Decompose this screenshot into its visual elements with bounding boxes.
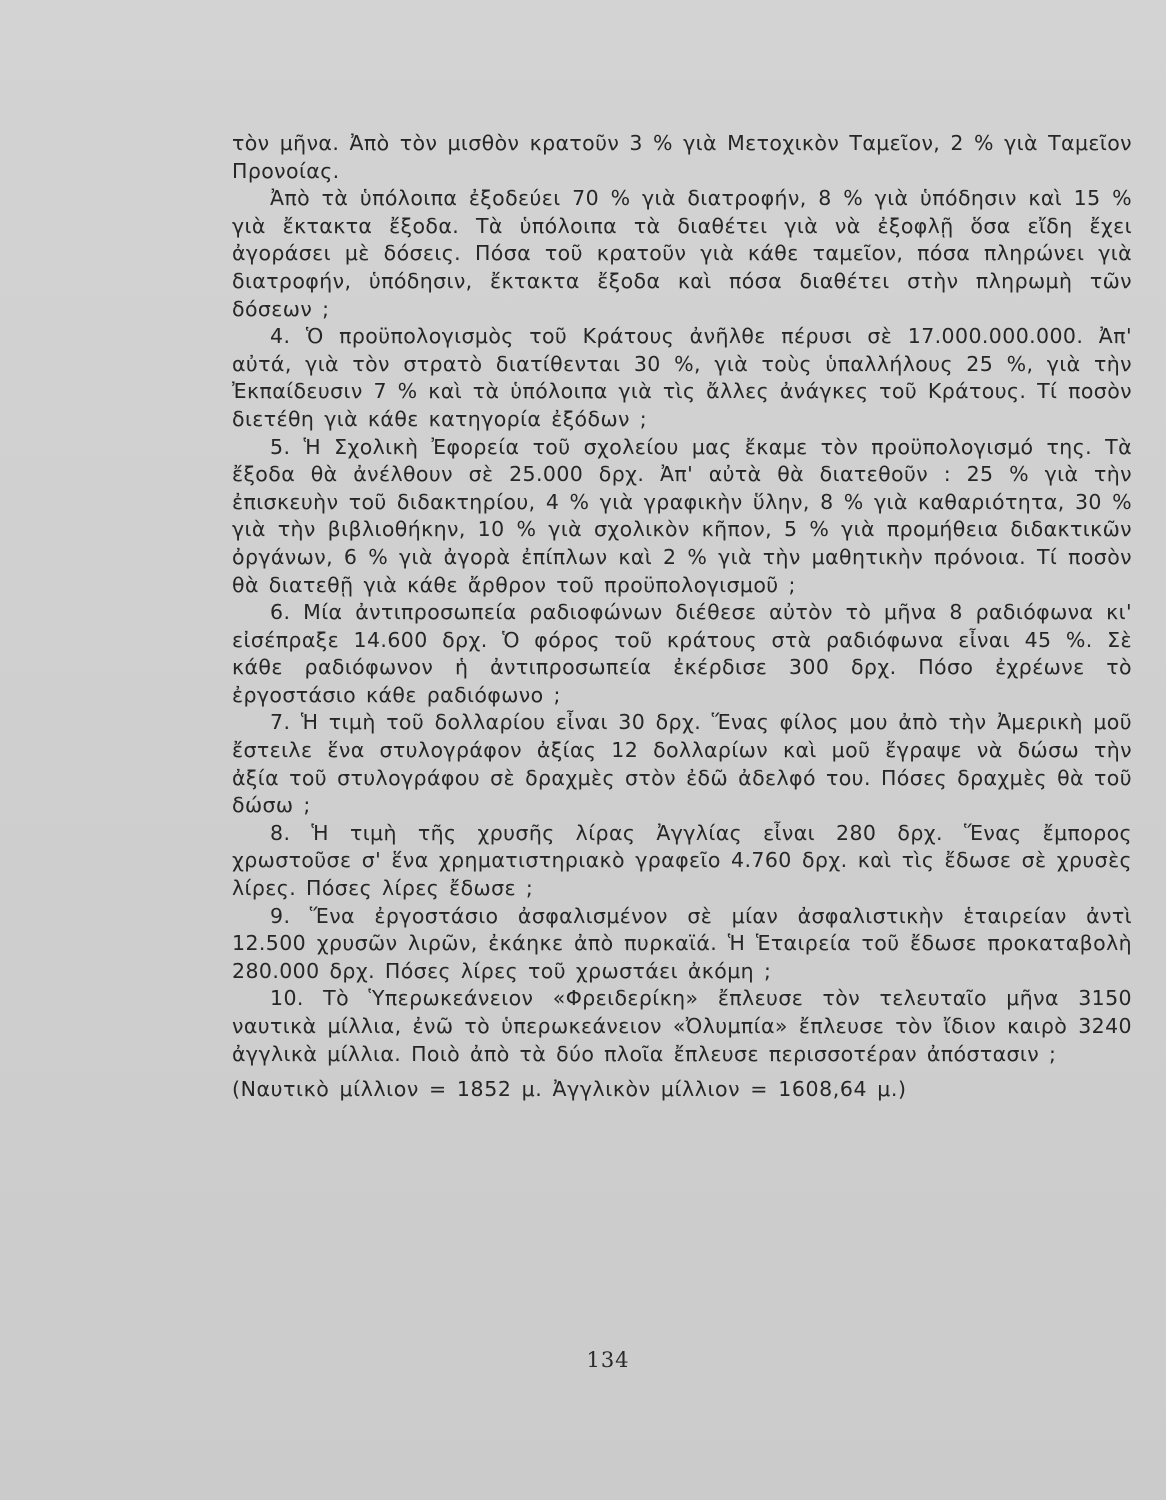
paragraph-expenses: Ἀπὸ τὰ ὑπόλοιπα ἐξοδεύει 70 % γιὰ διατροφήν, 8 % γιὰ ὑπόδησιν καὶ 15 % γιὰ ἔκτακτα ἔξοδα. Τὰ ὑπόλοιπα τὰ διαθέτει γιὰ νὰ ἐξοφλῇ ὅσα εἴδη ἔχει ἀγοράσει μὲ δόσεις. Πόσα τοῦ κρατοῦν γιὰ κάθε ταμεῖον, πόσα πληρώνει γιὰ διατροφήν, ὑπόδησιν, ἔκτακτα ἔξοδα καὶ πόσα διαθέτει στὴν πληρωμὴ τῶν δόσεων ; bbox=[232, 186, 1132, 321]
problem-10: 10. Τὸ Ὑπερωκεάνειον «Φρειδερίκη» ἔπλευσε τὸν τελευταῖο μῆνα 3150 ναυτικὰ μίλλια, ἐνῶ τὸ ὑπερωκεάνειον «Ὀλυμπία» ἔπλευσε τὸν ἴδιον καιρὸ 3240 ἀγγλικὰ μίλλια. Ποιὸ ἀπὸ τὰ δύο πλοῖα ἔπλευσε περισσοτέραν ἀπόστασιν ; bbox=[232, 986, 1132, 1066]
problem-4: 4. Ὁ προϋπολογισμὸς τοῦ Κράτους ἀνῆλθε πέρυσι σὲ 17.000.000.000. Ἀπ' αὐτά, γιὰ τὸν στρατὸ διατίθενται 30 %, γιὰ τοὺς ὑπαλλήλους 25 %, γιὰ τὴν Ἐκπαίδευσιν 7 % καὶ τὰ ὑπόλοιπα γιὰ τὶς ἄλλες ἀνάγκες τοῦ Κράτους. Τί ποσὸν διετέθη γιὰ κάθε κατηγορία ἐξόδων ; bbox=[232, 324, 1132, 431]
paragraph-continuation: τὸν μῆνα. Ἀπὸ τὸν μισθὸν κρατοῦν 3 % γιὰ Μετοχικὸν Ταμεῖον, 2 % γιὰ Ταμεῖον Προνοίας. bbox=[232, 131, 1132, 183]
problem-8: 8. Ἡ τιμὴ τῆς χρυσῆς λίρας Ἀγγλίας εἶναι 280 δρχ. Ἕνας ἔμπορος χρωστοῦσε σ' ἕνα χρηματιστηριακὸ γραφεῖο 4.760 δρχ. καὶ τὶς ἔδωσε σὲ χρυσὲς λίρες. Πόσες λίρες ἔδωσε ; bbox=[232, 820, 1132, 901]
problem-6: 6. Μία ἀντιπροσωπεία ραδιοφώνων διέθεσε αὐτὸν τὸ μῆνα 8 ραδιόφωνα κι' εἰσέπραξε 14.600 δρχ. Ὁ φόρος τοῦ κράτους στὰ ραδιόφωνα εἶναι 45 %. Σὲ κάθε ραδιόφωνον ἡ ἀντιπροσωπεία ἐκέρδισε 300 δρχ. Πόσο ἐχρέωνε τὸ ἐργοστάσιο κάθε ραδιόφωνο ; bbox=[232, 600, 1132, 707]
problem-7: 7. Ἡ τιμὴ τοῦ δολλαρίου εἶναι 30 δρχ. Ἕνας φίλος μου ἀπὸ τὴν Ἀμερικὴ μοῦ ἔστειλε ἕνα στυλογράφον ἀξίας 12 δολλαρίων καὶ μοῦ ἔγραψε νὰ δώσω τὴν ἀξία τοῦ στυλογράφου σὲ δραχμὲς στὸν ἐδῶ ἀδελφό του. Πόσες δραχμὲς θὰ τοῦ δώσω ; bbox=[232, 710, 1132, 818]
problem-9: 9. Ἕνα ἐργοστάσιο ἀσφαλισμένον σὲ μίαν ἀσφαλιστικὴν ἑταιρείαν ἀντὶ 12.500 χρυσῶν λιρῶν, ἐκάηκε ἀπὸ πυρκαϊά. Ἡ Ἑταιρεία τοῦ ἔδωσε προκαταβολὴ 280.000 δρχ. Πόσες λίρες τοῦ χρωστάει ἀκόμη ; bbox=[232, 903, 1132, 983]
page-number: 134 bbox=[586, 1348, 630, 1372]
page-body bbox=[232, 130, 1132, 1104]
conversion-note: (Ναυτικὸ μίλλιον = 1852 μ. Ἀγγλικὸν μίλλιον = 1608,64 μ.) bbox=[232, 1077, 907, 1102]
problem-5: 5. Ἡ Σχολικὴ Ἐφορεία τοῦ σχολείου μας ἔκαμε τὸν προϋπολογισμό της. Τὰ ἔξοδα θὰ ἀνέλθουν σὲ 25.000 δρχ. Ἀπ' αὐτὰ θὰ διατεθοῦν : 25 % γιὰ τὴν ἐπισκευὴν τοῦ διδακτηρίου, 4 % γιὰ γραφικὴν ὕλην, 8 % γιὰ καθαριότητα, 30 % γιὰ τὴν βιβλιοθήκην, 10 % γιὰ σχολικὸν κῆπον, 5 % γιὰ προμήθεια διδακτικῶν ὀργάνων, 6 % γιὰ ἀγορὰ ἐπίπλων καὶ 2 % γιὰ τὴν μαθητικὴν πρόνοια. Τί ποσὸν θὰ διατεθῇ γιὰ κάθε ἄρθρον τοῦ προϋπολογισμοῦ ; bbox=[232, 434, 1132, 597]
